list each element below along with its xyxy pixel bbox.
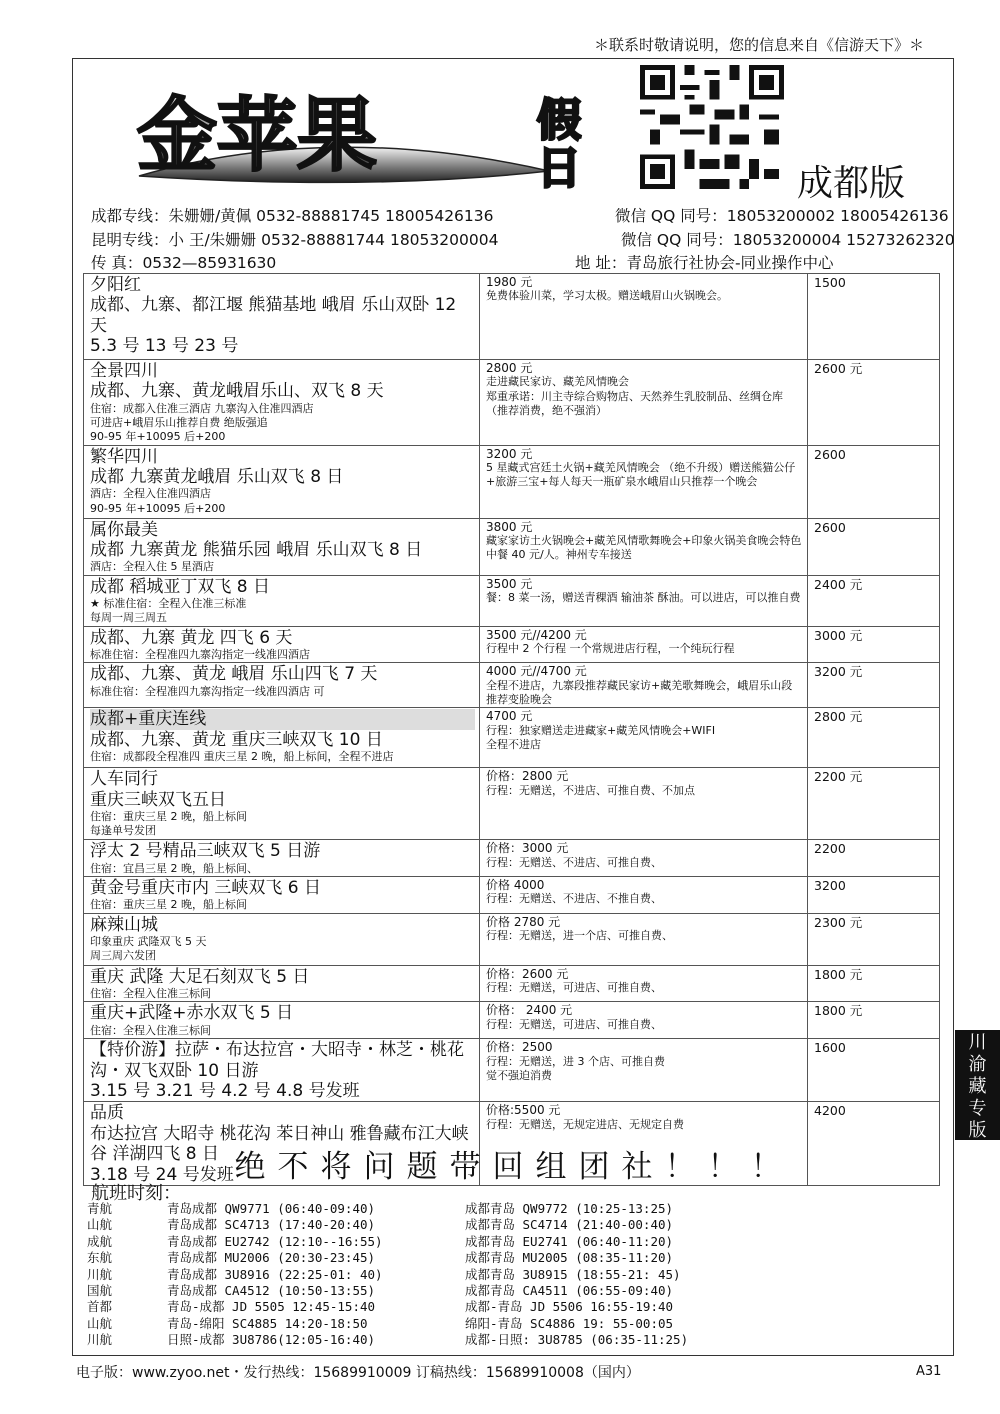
tour-route: 成都、九寨、黄龙 重庆三峡双飞 10 日 bbox=[90, 729, 383, 750]
side-tab-char: 专 bbox=[968, 1098, 987, 1119]
tour-price-cell bbox=[480, 965, 808, 1002]
tour-note: 酒店：全程入住 5 星酒店 bbox=[90, 560, 214, 574]
tour-detail: 行程：独家赠送走进藏家+藏羌风情晚会+WIFI bbox=[486, 723, 716, 737]
tour-route: 成都、九寨、黄龙峨眉乐山、双飞 8 天 bbox=[90, 381, 384, 402]
tour-row bbox=[84, 663, 940, 708]
tour-title: 人车同行 bbox=[90, 769, 158, 790]
tour-price-cell bbox=[480, 626, 808, 663]
tour-price-cell bbox=[480, 913, 808, 965]
tour-price: 价格：2800 元 bbox=[486, 769, 569, 784]
tour-info-cell bbox=[84, 965, 480, 1002]
tour-row bbox=[84, 1002, 940, 1039]
tour-row bbox=[84, 768, 940, 840]
tour-title: 成都+重庆连线 bbox=[90, 709, 475, 729]
tour-peer-price: 1800 元 bbox=[808, 1002, 940, 1039]
tour-peer-price: 3000 元 bbox=[808, 626, 940, 663]
flight-outbound: 青岛成都 SC4713 (17:40-20:40) bbox=[167, 1217, 376, 1233]
logo-side-text-1: 假 bbox=[537, 95, 581, 146]
tour-info-cell bbox=[84, 840, 480, 877]
tour-detail: 行程：无赠送，不进店、可推自费、不加点 bbox=[486, 783, 695, 797]
flight-return: 成都青岛 3U8915 (18:55-21: 45) bbox=[465, 1266, 681, 1282]
page-number: A31 bbox=[916, 1364, 942, 1379]
flights-header: 航班时刻： bbox=[91, 1183, 181, 1204]
flight-row bbox=[87, 1283, 765, 1299]
tour-title: 品质 bbox=[90, 1103, 124, 1124]
tour-price: 2800 元 bbox=[486, 361, 533, 375]
tour-route: 布达拉宫 大昭寺 桃花沟 苯日神山 雅鲁藏布江大峡谷 洋湖四飞 8 日 bbox=[90, 1123, 469, 1165]
tour-detail: 走进藏民家访、藏羌风情晚会 bbox=[486, 375, 629, 389]
tour-price: 3800 元 bbox=[486, 519, 533, 534]
flight-return: 绵阳-青岛 SC4886 19: 55-00:05 bbox=[465, 1315, 674, 1331]
tour-peer-price: 4200 bbox=[808, 1102, 940, 1186]
flight-return: 成都青岛 EU2741 (06:40-11:20) bbox=[465, 1233, 674, 1249]
tour-detail: 行程中 2 个行程 一个常规进店行程，一个纯玩行程 bbox=[486, 642, 735, 656]
tour-price-cell bbox=[480, 518, 808, 575]
tour-note: 印象重庆 武隆双飞 5 天 bbox=[90, 935, 207, 949]
tour-peer-price: 2300 元 bbox=[808, 913, 940, 965]
tour-row bbox=[84, 575, 940, 626]
flight-airline: 国航 bbox=[87, 1282, 113, 1298]
flight-airline: 成航 bbox=[87, 1233, 113, 1249]
tour-row bbox=[84, 626, 940, 663]
flight-outbound: 青岛成都 MU2006 (20:30-23:45) bbox=[167, 1250, 376, 1266]
tour-note: 住宿：成都段全程准四 重庆三星 2 晚，船上标间，全程不进店 bbox=[90, 750, 394, 764]
tour-route: 浮太 2 号精品三峡双飞 5 日游 bbox=[90, 841, 321, 862]
tour-peer-price: 1600 bbox=[808, 1039, 940, 1102]
tour-info-cell bbox=[84, 663, 480, 708]
tour-note: 住宿：成都入住准三酒店 九寨沟入住准四酒店 bbox=[90, 401, 314, 415]
tour-price-cell bbox=[480, 1039, 808, 1102]
tour-route: 成都 九寨黄龙峨眉 乐山双飞 8 日 bbox=[90, 467, 344, 488]
tour-note: 每周一周三周五 bbox=[90, 611, 167, 625]
tour-route: 成都 稻城亚丁双飞 8 日 bbox=[90, 576, 271, 597]
tour-price: 3500 元//4200 元 bbox=[486, 627, 587, 642]
tour-price-cell bbox=[480, 708, 808, 768]
tour-detail: 餐：8 菜一汤，赠送青稞酒 输油茶 酥油。可以进店，可以推自费 bbox=[486, 591, 801, 605]
tour-price-cell bbox=[480, 768, 808, 840]
tour-row bbox=[84, 965, 940, 1002]
tour-dates: 5.3 号 13 号 23 号 bbox=[90, 336, 239, 357]
tour-route: 成都、九寨、都江堰 熊猫基地 峨眉 乐山双卧 12 天 bbox=[90, 295, 457, 336]
tour-detail: 郑重承诺：川主寺综合购物店、天然养生乳胶制品、丝绸仓库（推荐消费，绝不强消） bbox=[486, 389, 783, 417]
tour-info-cell bbox=[84, 360, 480, 446]
tour-detail: 5 星藏式宫廷土火锅+藏羌风情晚会 （绝不升级）赠送熊猫公仔+旅游三宝+每人每天一瓶矿泉水峨眉山只推荐一个晚会 bbox=[486, 461, 796, 489]
tour-route: 成都、九寨、黄龙 峨眉 乐山四飞 7 天 bbox=[90, 664, 378, 685]
tour-peer-price: 3200 元 bbox=[808, 663, 940, 708]
flight-row bbox=[87, 1267, 765, 1283]
tour-detail: 行程：无赠送，无规定进店、无规定自费 bbox=[486, 1117, 684, 1131]
tour-peer-price: 1500 bbox=[808, 274, 940, 360]
tour-note: 住宿：重庆三星 2 晚，船上标间 bbox=[90, 810, 247, 824]
side-tab-char: 渝 bbox=[968, 1054, 987, 1075]
tour-price-cell bbox=[480, 663, 808, 708]
tour-price: 3200 元 bbox=[486, 446, 533, 461]
tour-note: ★ 标准住宿：全程入住准三标准 bbox=[90, 597, 247, 611]
flight-return: 成都青岛 CA4511 (06:55-09:40) bbox=[465, 1282, 674, 1298]
tour-price: 价格 4000 bbox=[486, 878, 545, 893]
tour-price: 价格:5500 元 bbox=[486, 1103, 561, 1118]
tour-row bbox=[84, 840, 940, 877]
tour-info-cell bbox=[84, 575, 480, 626]
tour-peer-price: 2600 元 bbox=[808, 360, 940, 446]
brand-logo bbox=[129, 81, 599, 201]
tour-peer-price: 2200 元 bbox=[808, 768, 940, 840]
flight-outbound: 青岛成都 EU2742 (12:10--16:55) bbox=[167, 1233, 383, 1249]
tour-detail: 全程不进店，九寨段推荐藏民家访+藏羌歌舞晚会，峨眉乐山段推荐变脸晚会 bbox=[486, 678, 793, 707]
tour-price: 价格 2780 元 bbox=[486, 914, 561, 929]
tour-title: 全景四川 bbox=[90, 361, 158, 381]
tour-peer-price: 2200 bbox=[808, 840, 940, 877]
tour-price-cell bbox=[480, 360, 808, 446]
tour-info-cell bbox=[84, 274, 480, 360]
flight-return: 成都青岛 QW9772 (10:25-13:25) bbox=[465, 1201, 674, 1216]
tour-price-cell bbox=[480, 840, 808, 877]
tour-note: 可进店+峨眉乐山推荐自费 绝版强追 bbox=[90, 416, 268, 430]
tour-note: 住宿：重庆三星 2 晚，船上标间 bbox=[90, 898, 247, 912]
chengdu-wechat: 微信 QQ 同号：18053200002 18005426136 bbox=[615, 207, 949, 225]
side-tab-char: 川 bbox=[968, 1032, 987, 1053]
side-tab-char: 藏 bbox=[968, 1076, 987, 1097]
tour-info-cell bbox=[84, 445, 480, 518]
tour-detail: 行程：无赠送，进一个店、可推自费、 bbox=[486, 929, 673, 943]
tour-price: 价格：3000 元 bbox=[486, 841, 569, 856]
tour-route: 成都 九寨黄龙 熊猫乐园 峨眉 乐山双飞 8 日 bbox=[90, 540, 423, 561]
tour-detail: 全程不进店 bbox=[486, 738, 541, 752]
tour-note: 住宿：全程入住准三标间 bbox=[90, 987, 211, 1001]
side-tab bbox=[955, 1030, 1000, 1140]
tour-peer-price: 2600 bbox=[808, 445, 940, 518]
tour-peer-price: 1800 元 bbox=[808, 965, 940, 1002]
tour-info-cell bbox=[84, 708, 480, 768]
flight-airline: 青航 bbox=[87, 1201, 113, 1216]
logo-text: 金苹果 bbox=[137, 89, 377, 182]
tour-route: 成都、九寨 黄龙 四飞 6 天 bbox=[90, 627, 293, 648]
tour-dates: 3.18 号 24 号发班 bbox=[90, 1164, 234, 1185]
tour-detail: 行程：无赠送，可进店、可推自费、 bbox=[486, 1017, 662, 1031]
flight-schedule bbox=[87, 1201, 765, 1349]
tour-title: 麻辣山城 bbox=[90, 914, 158, 935]
tour-peer-price: 2600 bbox=[808, 518, 940, 575]
tour-note: 标准住宿：全程准四九寨沟指定一线准四酒店 bbox=[90, 648, 310, 662]
edition-title: 成都版 bbox=[797, 163, 906, 204]
flight-row bbox=[87, 1299, 765, 1315]
tour-price-cell bbox=[480, 575, 808, 626]
tour-price: 1980 元 bbox=[486, 275, 533, 289]
tour-price-cell bbox=[480, 274, 808, 360]
tour-title: 夕阳红 bbox=[90, 275, 141, 295]
flight-outbound: 青岛成都 QW9771 (06:40-09:40) bbox=[167, 1201, 376, 1216]
flight-outbound: 青岛-成都 JD 5505 12:45-15:40 bbox=[167, 1299, 376, 1315]
flight-row bbox=[87, 1201, 765, 1217]
footer: 电子版：www.zyoo.net・发行热线：15689910009 订稿热线：15689910008（国内） bbox=[76, 1365, 640, 1381]
flight-row bbox=[87, 1234, 765, 1250]
flight-outbound: 青岛-绵阳 SC4885 14:20-18:50 bbox=[167, 1315, 368, 1331]
tour-title: 属你最美 bbox=[90, 519, 158, 540]
flight-airline: 山航 bbox=[87, 1315, 113, 1331]
flight-outbound: 日照-成都 3U8786(12:05-16:40) bbox=[167, 1332, 376, 1348]
tour-detail: 行程：无赠送、不进店、可推自费、 bbox=[486, 855, 662, 869]
tour-detail: 免费体验川菜，学习太极。赠送峨眉山火锅晚会。 bbox=[486, 289, 728, 303]
tour-detail: 觉不强迫消费 bbox=[486, 1068, 552, 1082]
tour-row bbox=[84, 1039, 940, 1102]
page-frame bbox=[72, 58, 954, 1356]
flight-row bbox=[87, 1332, 765, 1348]
tour-route: 重庆 武隆 大足石刻双飞 5 日 bbox=[90, 966, 310, 987]
tour-info-cell bbox=[84, 518, 480, 575]
tour-route: 【特价游】拉萨・布达拉宫・大昭寺・林芝・桃花沟・双飞双卧 10 日游 bbox=[90, 1040, 464, 1081]
tour-price: 价格：2500 bbox=[486, 1040, 553, 1055]
tour-price-cell bbox=[480, 1002, 808, 1039]
logo-side-text-2: 日 bbox=[537, 143, 581, 194]
fax-line: 传 真：0532—85931630 bbox=[91, 254, 277, 272]
tour-note: 周三周六发团 bbox=[90, 949, 156, 963]
flight-airline: 川航 bbox=[87, 1266, 113, 1282]
tour-row bbox=[84, 913, 940, 965]
tour-peer-price: 2400 元 bbox=[808, 575, 940, 626]
tour-note: 每逢单号发团 bbox=[90, 824, 156, 838]
tour-row bbox=[84, 877, 940, 914]
tour-price: 价格： 2400 元 bbox=[486, 1003, 573, 1018]
address-line: 地 址：青岛旅行社协会-同业操作中心 bbox=[575, 254, 834, 272]
flight-return: 成都-青岛 JD 5506 16:55-19:40 bbox=[465, 1299, 674, 1315]
tour-detail: 行程：无赠送，进 3 个店、可推自费 bbox=[486, 1054, 665, 1068]
tour-price: 4700 元 bbox=[486, 709, 533, 724]
tour-detail: 行程：无赠送、不进店、不推自费、 bbox=[486, 892, 662, 906]
source-notice: ＊联系时敬请说明，您的信息来自《信游天下》＊ bbox=[593, 36, 924, 54]
flight-row bbox=[87, 1316, 765, 1332]
tour-note: 酒店：全程入住准四酒店 bbox=[90, 487, 211, 501]
flight-return: 成都青岛 SC4714 (21:40-00:40) bbox=[465, 1217, 674, 1233]
tour-price: 3500 元 bbox=[486, 576, 533, 591]
flight-outbound: 青岛成都 CA4512 (10:50-13:55) bbox=[167, 1282, 376, 1298]
tour-note: 标准住宿：全程准四九寨沟指定一线准四酒店 可 bbox=[90, 684, 325, 698]
flight-row bbox=[87, 1250, 765, 1266]
tour-row bbox=[84, 518, 940, 575]
flight-return: 成都-日照: 3U8785 (06:35-11:25) bbox=[465, 1332, 689, 1348]
tour-route: 黄金号重庆市内 三峡双飞 6 日 bbox=[90, 878, 322, 899]
tour-note: 住宿：全程入住准三标间 bbox=[90, 1023, 211, 1037]
tour-dates: 3.15 号 3.21 号 4.2 号 4.8 号发班 bbox=[90, 1080, 360, 1101]
tour-title: 繁华四川 bbox=[90, 446, 158, 467]
chengdu-line: 成都专线：朱姗姗/黄佩 0532-88881745 18005426136 bbox=[91, 207, 494, 225]
tour-info-cell bbox=[84, 877, 480, 914]
flight-outbound: 青岛成都 3U8916 (22:25-01: 40) bbox=[167, 1266, 383, 1282]
tour-info-cell bbox=[84, 1039, 480, 1102]
tour-info-cell bbox=[84, 1002, 480, 1039]
tour-info-cell bbox=[84, 626, 480, 663]
tour-info-cell bbox=[84, 768, 480, 840]
flight-airline: 东航 bbox=[87, 1250, 113, 1266]
flight-airline: 山航 bbox=[87, 1217, 113, 1233]
tour-row bbox=[84, 360, 940, 446]
slogan: 绝不将问题带回组团社！！！ bbox=[234, 1149, 794, 1185]
tour-price: 价格：2600 元 bbox=[486, 966, 569, 981]
flight-return: 成都青岛 MU2005 (08:35-11:20) bbox=[465, 1250, 674, 1266]
kunming-line: 昆明专线：小 王/朱姗姗 0532-88881744 18053200004 bbox=[91, 231, 499, 249]
tour-note: 住宿：宜昌三星 2 晚，船上标间、 bbox=[90, 861, 258, 875]
tour-price-cell bbox=[480, 877, 808, 914]
tour-row bbox=[84, 445, 940, 518]
tour-info-cell bbox=[84, 913, 480, 965]
tour-detail: 藏家家访土火锅晚会+藏羌风情歌舞晚会+印象火锅美食晚会特色中餐 40 元/人。神州专车接送 bbox=[486, 534, 802, 562]
tour-note: 90-95 年+10095 后+200 bbox=[90, 430, 226, 444]
tour-peer-price: 3200 bbox=[808, 877, 940, 914]
kunming-wechat: 微信 QQ 同号：18053200004 15273262320 bbox=[621, 231, 955, 249]
tour-row bbox=[84, 274, 940, 360]
tour-peer-price: 2800 元 bbox=[808, 708, 940, 768]
tour-price: 4000 元//4700 元 bbox=[486, 664, 587, 679]
flight-airline: 川航 bbox=[87, 1332, 113, 1348]
tour-price-cell bbox=[480, 445, 808, 518]
side-tab-char: 版 bbox=[968, 1120, 987, 1141]
flight-row bbox=[87, 1217, 765, 1233]
tour-note: 90-95 年+10095 后+200 bbox=[90, 501, 226, 515]
tour-route: 重庆三峡双飞五日 bbox=[90, 789, 226, 810]
qr-code-icon bbox=[639, 65, 785, 189]
tour-row bbox=[84, 708, 940, 768]
tour-table bbox=[83, 273, 940, 1186]
tour-route: 重庆+武隆+赤水双飞 5 日 bbox=[90, 1003, 294, 1024]
tour-detail: 行程：无赠送，可进店、可推自费、 bbox=[486, 981, 662, 995]
flight-airline: 首都 bbox=[87, 1299, 113, 1315]
